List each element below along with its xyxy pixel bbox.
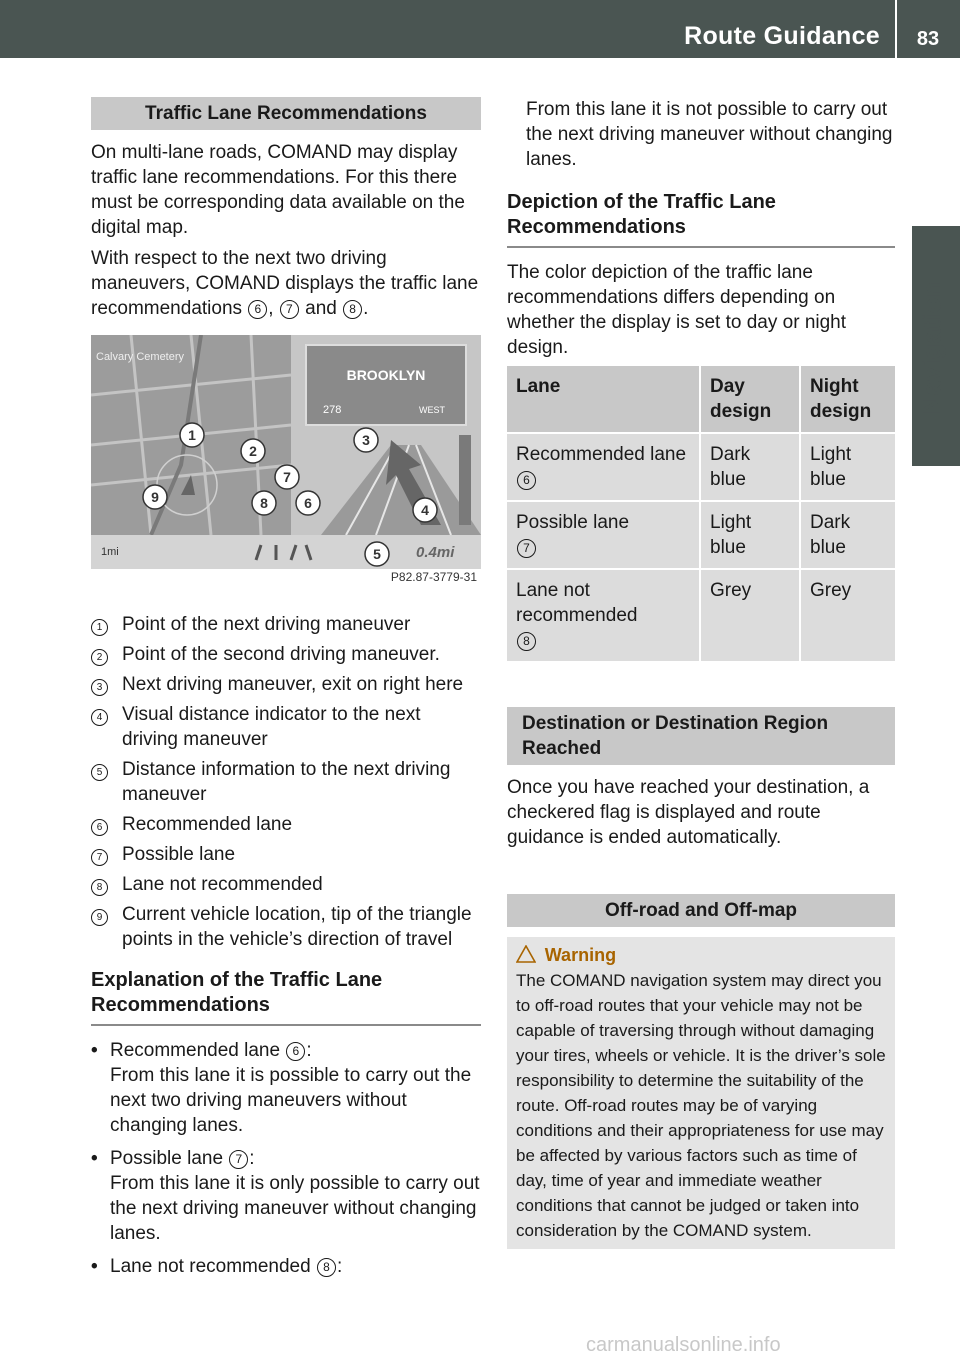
table-row: Possible lane 7 Light blue Dark blue	[507, 502, 895, 570]
legend-item: 5 Distance information to the next driving maneuver	[91, 757, 481, 807]
svg-text:4: 4	[421, 502, 429, 518]
bullet-item: • Possible lane 7 : From this lane it is only possible to carry out the next driving maneuver without changing lanes.	[91, 1148, 480, 1244]
svg-text:6: 6	[304, 495, 312, 511]
direction-label: WEST	[419, 405, 445, 415]
callout-8: 8	[343, 300, 362, 319]
navigation-map-image	[91, 335, 481, 569]
svg-text:5: 5	[373, 546, 381, 562]
header-divider	[895, 0, 897, 58]
intro-paragraph-2: With respect to the next two driving maneuvers, COMAND displays the traffic lane recommendations 6 , 7 and 8 .	[91, 248, 479, 319]
figure-code: P82.87-3779-31	[390, 570, 477, 584]
legend-item: 3 Next driving maneuver, exit on right here	[91, 672, 481, 697]
marker-7	[275, 465, 299, 489]
warning-icon	[516, 945, 536, 963]
depiction-heading: Depiction of the Traffic Lane Recommendations	[507, 190, 895, 248]
warning-box	[507, 937, 895, 1249]
svg-text:7: 7	[283, 469, 291, 485]
lane-color-table	[507, 366, 895, 663]
intro-paragraph: On multi-lane roads, COMAND may display traffic lane recommendations. For this there must be corresponding data available on the digital map.	[91, 142, 465, 238]
marker-6	[296, 491, 320, 515]
warning-title: Warning	[544, 945, 617, 965]
distance-label: 0.4mi	[416, 544, 455, 561]
destination-heading: Destination or Destination Region Reached	[507, 707, 895, 765]
chapter-title: Route Guidance	[684, 22, 880, 50]
marker-3	[354, 428, 378, 452]
continued-text: From this lane it is not possible to carry out the next driving maneuver without changing lanes.	[526, 99, 893, 170]
marker-2	[241, 439, 265, 463]
svg-text:1: 1	[188, 427, 196, 443]
marker-1	[180, 423, 204, 447]
legend-item: 6 Recommended lane	[91, 812, 481, 837]
svg-text:8: 8	[260, 495, 268, 511]
table-header: Night design	[801, 366, 895, 434]
svg-text:3: 3	[362, 432, 370, 448]
legend-item: 2 Point of the second driving maneuver.	[91, 642, 481, 667]
warning-text: The COMAND navigation system may direct you to off-road routes that your vehicle may not be capable of traversing through without damaging your tires, wheels or vehicle. It is the driver’s sole responsibility to determine the suitability of the route. Off-road routes may be of varying conditions and their appropriateness for use may be affected by various factors such as time of day, time of year and immediate weather conditions that cannot be judged or taken into consideration by the COMAND system.	[516, 971, 886, 1240]
left-column	[91, 97, 481, 1287]
callout-6: 6	[248, 300, 267, 319]
destination-text: Once you have reached your destination, a checkered flag is displayed and route guidance is ended automatically.	[507, 777, 870, 848]
scale-label: 1mi	[101, 546, 119, 558]
watermark: carmanualsonline.info	[586, 1334, 781, 1356]
marker-4	[413, 498, 437, 522]
legend-item: 1 Point of the next driving maneuver	[91, 612, 481, 637]
legend-item: 9 Current vehicle location, tip of the triangle points in the vehicle’s direction of travel	[91, 902, 481, 952]
bullet-item: • Lane not recommended 8 :	[91, 1256, 343, 1277]
route-label: 278	[323, 404, 342, 416]
legend-list	[91, 612, 481, 952]
page-number: 83	[916, 28, 940, 50]
right-column	[507, 97, 895, 1249]
table-row: Lane not recommended 8 Grey Grey	[507, 570, 895, 663]
side-section-label: Navigation	[916, 281, 947, 415]
table-header: Day design	[701, 366, 801, 434]
depiction-text: The color depiction of the traffic lane recommendations differs depending on whether the display is set to day or night design.	[507, 262, 847, 358]
place-label: Calvary Cemetery	[96, 351, 185, 363]
marker-5	[365, 542, 389, 566]
legend-item: 4 Visual distance indicator to the next driving maneuver	[91, 702, 481, 752]
callout-7: 7	[280, 300, 299, 319]
explanation-heading: Explanation of the Traffic Lane Recommendations	[91, 968, 481, 1026]
marker-8	[252, 491, 276, 515]
navigation-figure	[91, 335, 481, 590]
table-header: Lane	[507, 366, 701, 434]
legend-item: 7 Possible lane	[91, 842, 481, 867]
marker-9	[143, 485, 167, 509]
svg-text:2: 2	[249, 443, 257, 459]
offroad-heading: Off-road and Off-map	[507, 894, 895, 927]
svg-text:9: 9	[151, 489, 159, 505]
bullet-item: • Recommended lane 6 : From this lane it is possible to carry out the next two driving maneuvers without changing lanes.	[91, 1040, 472, 1136]
table-row: Recommended lane 6 Dark blue Light blue	[507, 434, 895, 502]
legend-item: 8 Lane not recommended	[91, 872, 481, 897]
city-label: BROOKLYN	[346, 367, 426, 383]
section-heading-traffic-lane: Traffic Lane Recommendations	[91, 97, 481, 130]
